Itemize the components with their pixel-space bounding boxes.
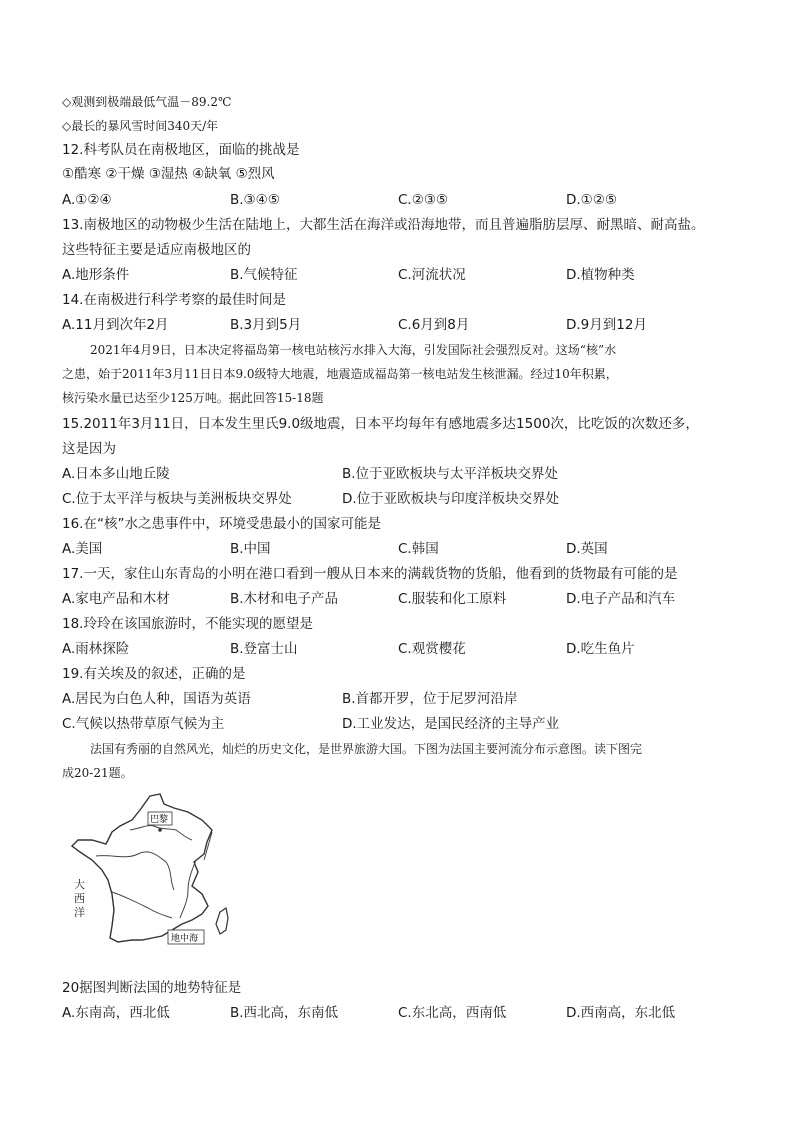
question-13-stem-1: 13.南极地区的动物极少生活在陆地上，大都生活在海洋或沿海地带，而且普遍脂肪层厚、耐黑暗、耐高盐。 bbox=[62, 217, 705, 233]
question-12-option-d: D.①②⑤ bbox=[566, 192, 617, 208]
question-17-option-c: C.服装和化工原料 bbox=[398, 591, 507, 607]
garonne-river bbox=[112, 892, 172, 918]
question-13-option-d: D.植物种类 bbox=[566, 267, 635, 283]
question-20-stem: 20据图判断法国的地势特征是 bbox=[62, 980, 242, 996]
question-19-stem: 19.有关埃及的叙述，正确的是 bbox=[62, 666, 246, 682]
question-12-option-a: A.①②④ bbox=[62, 192, 112, 208]
question-15-option-b: B.位于亚欧板块与太平洋板块交界处 bbox=[342, 466, 559, 482]
question-20-option-b: B.西北高，东南低 bbox=[230, 1005, 339, 1021]
question-17-option-b: B.木材和电子产品 bbox=[230, 591, 339, 607]
question-15-option-d: D.位于亚欧板块与印度洋板块交界处 bbox=[342, 491, 560, 507]
seine-river bbox=[130, 825, 192, 840]
intro-fact-1: ◇观测到极端最低气温－89.2℃ bbox=[62, 95, 232, 109]
question-18-option-c: C.观赏樱花 bbox=[398, 641, 466, 657]
question-15-stem-2: 这是因为 bbox=[62, 441, 116, 457]
question-12-choices: ①酷寒 ②干燥 ③湿热 ④缺氧 ⑤烈风 bbox=[62, 166, 275, 182]
question-15-option-a: A.日本多山地丘陵 bbox=[62, 466, 170, 482]
question-16-stem: 16.在“核”水之患事件中，环境受患最小的国家可能是 bbox=[62, 516, 381, 532]
question-14-option-d: D.9月到12月 bbox=[566, 317, 647, 333]
question-14-option-a: A.11月到次年2月 bbox=[62, 317, 169, 333]
question-19-option-a: A.居民为白色人种，国语为英语 bbox=[62, 691, 251, 707]
question-13-option-a: A.地形条件 bbox=[62, 267, 130, 283]
label-atlantic: 大西洋 bbox=[74, 878, 85, 919]
question-16-option-c: C.韩国 bbox=[398, 541, 439, 557]
label-paris: 巴黎 bbox=[150, 815, 169, 825]
question-16-option-d: D.英国 bbox=[566, 541, 608, 557]
question-18-stem: 18.玲玲在该国旅游时，不能实现的愿望是 bbox=[62, 616, 313, 632]
question-19-option-c: C.气候以热带草原气候为主 bbox=[62, 716, 225, 732]
corsica-island bbox=[216, 908, 228, 934]
question-14-option-c: C.6月到8月 bbox=[398, 317, 470, 333]
question-20-option-a: A.东南高，西北低 bbox=[62, 1005, 170, 1021]
question-20-option-d: D.西南高，东北低 bbox=[566, 1005, 676, 1021]
question-18-option-a: A.雨林探险 bbox=[62, 641, 130, 657]
france-river-map bbox=[62, 790, 242, 960]
passage-2-line-1: 法国有秀丽的自然风光，灿烂的历史文化，是世界旅游大国。下图为法国主要河流分布示意图。读下图完 bbox=[90, 742, 643, 756]
question-18-option-b: B.登富士山 bbox=[230, 641, 298, 657]
question-19-option-b: B.首都开罗，位于尼罗河沿岸 bbox=[342, 691, 518, 707]
question-16-option-a: A.美国 bbox=[62, 541, 103, 557]
question-13-option-c: C.河流状况 bbox=[398, 267, 466, 283]
passage-1-line-2: 之患，始于2011年3月11日日本9.0级特大地震，地震造成福岛第一核电站发生核泄漏。经过10年积累， bbox=[62, 367, 618, 381]
france-outline bbox=[72, 794, 212, 942]
question-12-option-c: C.②③⑤ bbox=[398, 192, 449, 208]
question-20-option-c: C.东北高，西南低 bbox=[398, 1005, 507, 1021]
question-13-stem-2: 这些特征主要是适应南极地区的 bbox=[62, 242, 251, 258]
question-17-option-d: D.电子产品和汽车 bbox=[566, 591, 676, 607]
question-12-stem: 12.科考队员在南极地区，面临的挑战是 bbox=[62, 142, 300, 158]
question-17-option-a: A.家电产品和木材 bbox=[62, 591, 170, 607]
question-14-option-b: B.3月到5月 bbox=[230, 317, 302, 333]
question-13-option-b: B.气候特征 bbox=[230, 267, 298, 283]
question-18-option-d: D.吃生鱼片 bbox=[566, 641, 635, 657]
question-15-stem-1: 15.2011年3月11日，日本发生里氏9.0级地震，日本平均每年有感地震多达1500次，比吃饭的次数还多， bbox=[62, 416, 699, 432]
question-12-option-b: B.③④⑤ bbox=[230, 192, 280, 208]
loire-river bbox=[96, 852, 174, 890]
passage-1-line-3: 核污染水量已达至少125万吨。据此回答15-18题 bbox=[62, 391, 324, 405]
paris-marker bbox=[158, 828, 162, 832]
question-14-stem: 14.在南极进行科学考察的最佳时间是 bbox=[62, 292, 286, 308]
rhine-river bbox=[204, 832, 212, 860]
label-mediterranean: 地中海 bbox=[171, 934, 199, 944]
rhone-river bbox=[180, 860, 196, 918]
question-17-stem: 17.一天，家住山东青岛的小明在港口看到一艘从日本来的满载货物的货船，他看到的货物最有可能的是 bbox=[62, 566, 678, 582]
question-15-option-c: C.位于太平洋与板块与美洲板块交界处 bbox=[62, 491, 292, 507]
question-16-option-b: B.中国 bbox=[230, 541, 271, 557]
passage-1-line-1: 2021年4月9日，日本决定将福岛第一核电站核污水排入大海，引发国际社会强烈反对。这场“核”水 bbox=[90, 343, 617, 357]
intro-fact-2: ◇最长的暴风雪时间340天/年 bbox=[62, 119, 219, 133]
passage-2-line-2: 成20-21题。 bbox=[62, 766, 133, 780]
question-19-option-d: D.工业发达，是国民经济的主导产业 bbox=[342, 716, 560, 732]
